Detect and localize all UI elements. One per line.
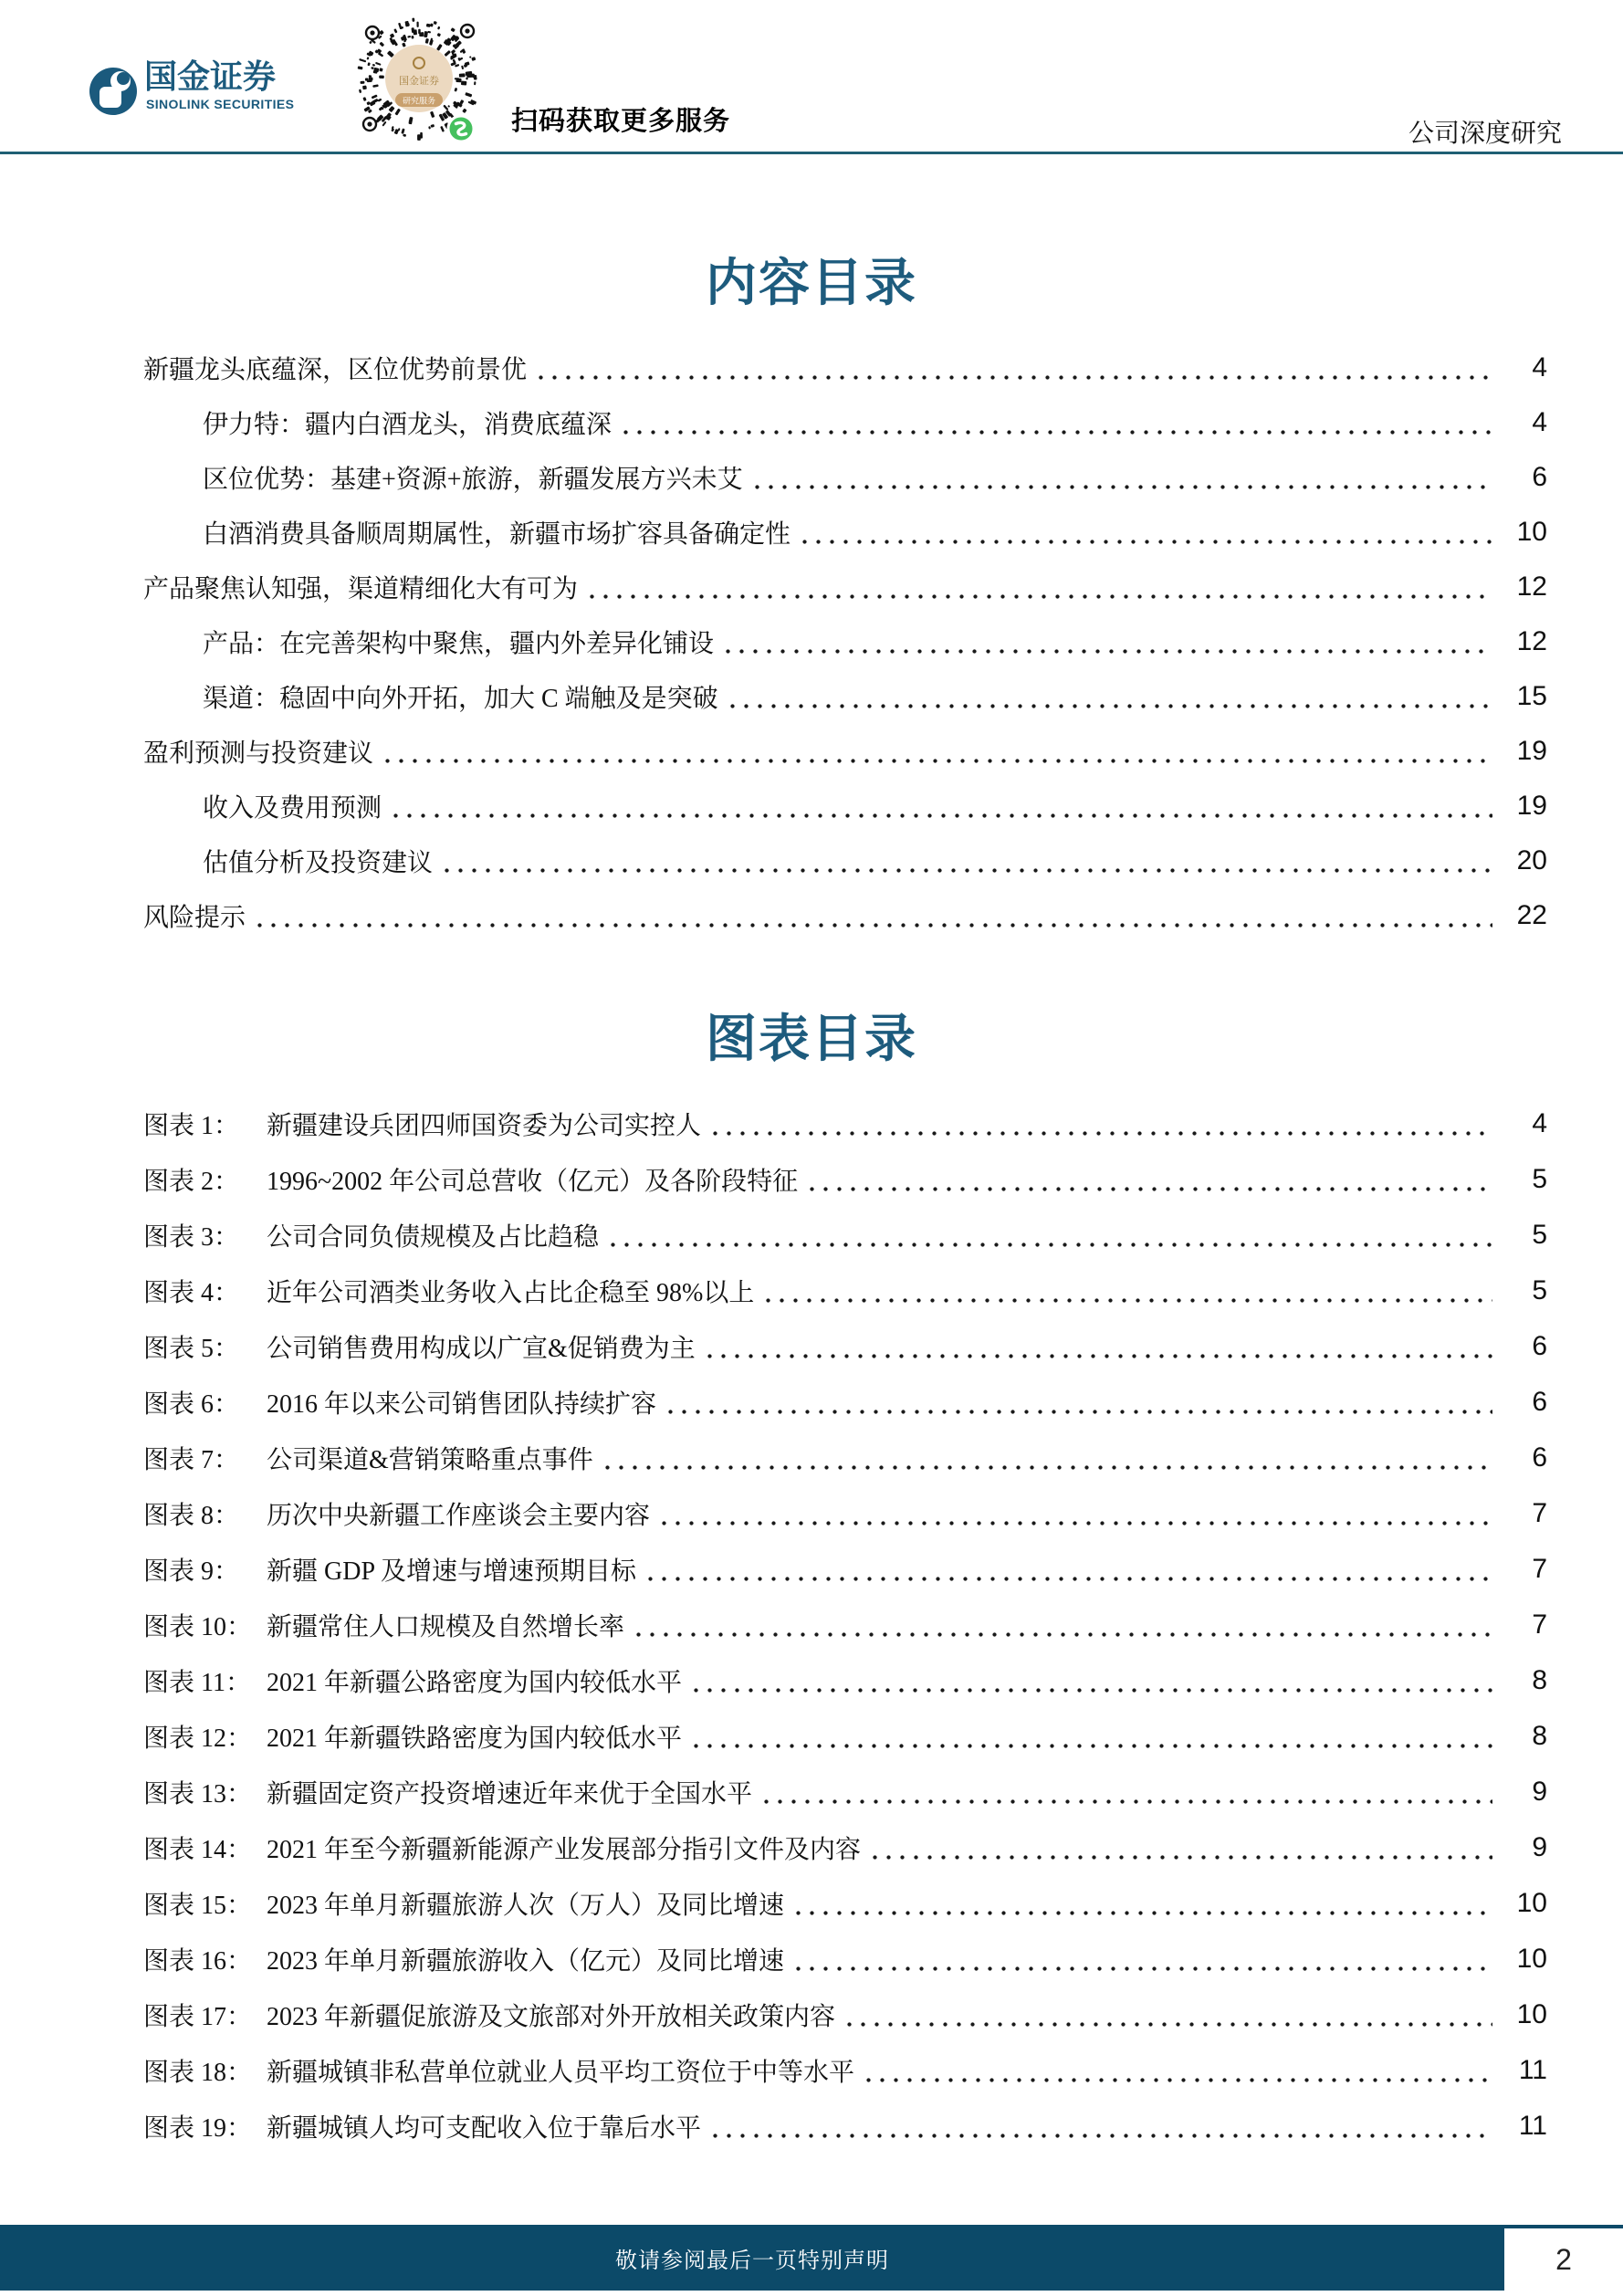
dot-leader [843, 1987, 1492, 2042]
figure-entry[interactable] [143, 1096, 1547, 1151]
figure-entry-number: 图表 18： [143, 2058, 253, 2087]
toc-entry-label: 新疆龙头底蕴深，区位优势前景优 [143, 356, 528, 384]
figure-entry-title: 2023 年单月新疆旅游收入（亿元）及同比增速 [267, 1946, 785, 1976]
dot-leader [708, 1096, 1492, 1151]
figure-entry[interactable] [143, 1374, 1547, 1430]
figure-entry-title: 2021 年至今新疆新能源产业发展部分指引文件及内容 [267, 1835, 862, 1864]
toc-entry-label: 区位优势：基建+资源+旅游，新疆发展方兴未艾 [203, 466, 743, 494]
footer-bar [0, 2225, 1504, 2291]
toc-entry[interactable] [143, 560, 1547, 614]
toc-entry[interactable] [143, 395, 1547, 450]
figure-entry-page: 6 [1532, 1442, 1547, 1473]
figure-entry-title: 历次中央新疆工作座谈会主要内容 [267, 1501, 651, 1530]
figure-entry-page: 8 [1532, 1664, 1547, 1695]
figure-entry-title: 2021 年新疆公路密度为国内较低水平 [267, 1668, 683, 1697]
figure-entry-number: 图表 6： [143, 1389, 240, 1419]
figure-entry[interactable] [143, 1819, 1547, 1875]
figure-entry[interactable] [143, 1541, 1547, 1597]
dot-leader [761, 1263, 1492, 1318]
toc-entry[interactable] [143, 669, 1547, 724]
figure-entry[interactable] [143, 1764, 1547, 1819]
figure-entry-number: 图表 16： [143, 1946, 253, 1976]
figure-entry[interactable] [143, 1875, 1547, 1931]
figure-entry-number: 图表 15： [143, 1891, 253, 1920]
dot-leader [862, 2042, 1492, 2098]
figure-entry-page: 5 [1532, 1219, 1547, 1250]
footer-page-box [1504, 2225, 1623, 2291]
toc-entry-label: 产品：在完善架构中聚焦，疆内外差异化铺设 [203, 630, 715, 658]
toc-entry-page: 4 [1532, 407, 1547, 437]
figure-entry[interactable] [143, 1597, 1547, 1652]
figure-entry-number: 图表 3： [143, 1222, 240, 1252]
toc-entry-label: 产品聚焦认知强，渠道精细化大有可为 [143, 575, 579, 603]
figure-entry-title: 新疆常住人口规模及自然增长率 [267, 1612, 625, 1641]
figure-entry-page: 4 [1532, 1107, 1547, 1138]
toc-entry-page: 19 [1516, 791, 1547, 821]
figure-entry[interactable] [143, 1652, 1547, 1708]
figure-entry-title: 新疆城镇非私营单位就业人员平均工资位于中等水平 [267, 2058, 855, 2087]
dot-leader [798, 505, 1492, 560]
figure-entry-title: 公司合同负债规模及占比趋稳 [267, 1222, 600, 1252]
toc-entry[interactable] [143, 505, 1547, 560]
toc-entry-label: 渠道：稳固中向外开拓，加大 C 端触及是突破 [203, 685, 718, 713]
figure-entry-page: 6 [1532, 1330, 1547, 1361]
figure-entry-page: 5 [1532, 1163, 1547, 1194]
toc-entry[interactable] [143, 450, 1547, 505]
figure-entry-title: 近年公司酒类业务收入占比企稳至 98%以上 [267, 1278, 755, 1307]
figure-entry-number: 图表 12： [143, 1724, 253, 1753]
figure-entry[interactable] [143, 1987, 1547, 2042]
toc-entry-page: 15 [1516, 681, 1547, 711]
figure-entry-page: 10 [1516, 1998, 1547, 2029]
toc-entry[interactable] [143, 341, 1547, 395]
figure-entry-title: 新疆 GDP 及增速与增速预期目标 [267, 1557, 636, 1586]
toc-entry[interactable] [143, 614, 1547, 669]
figure-entry-page: 7 [1532, 1553, 1547, 1584]
figure-entry-title: 公司渠道&营销策略重点事件 [267, 1445, 593, 1474]
figure-entry-number: 图表 7： [143, 1445, 240, 1474]
toc-entry-page: 19 [1516, 736, 1547, 766]
content-toc-list [143, 341, 1547, 943]
toc-entry-page: 10 [1516, 517, 1547, 547]
content-toc-title: 内容目录 [706, 256, 917, 312]
dot-leader [389, 779, 1492, 833]
dot-leader [601, 1430, 1492, 1485]
figure-entry[interactable] [143, 2042, 1547, 2098]
toc-entry-label: 收入及费用预测 [203, 794, 382, 823]
dot-leader [657, 1485, 1492, 1541]
figure-entry-number: 图表 9： [143, 1557, 240, 1586]
qr-center-band-text: 研究服务 [402, 96, 436, 106]
figure-entry-number: 图表 4： [143, 1278, 240, 1307]
dot-leader [606, 1207, 1492, 1263]
toc-entry-page: 6 [1532, 462, 1547, 492]
toc-entry[interactable] [143, 779, 1547, 833]
qr-code [354, 11, 484, 146]
dot-leader [791, 1931, 1492, 1987]
figure-entry[interactable] [143, 1263, 1547, 1318]
toc-entry-label: 盈利预测与投资建议 [143, 739, 374, 768]
figure-entry-number: 图表 11： [143, 1668, 251, 1697]
figure-entry-title: 2023 年新疆促旅游及文旅部对外开放相关政策内容 [267, 2002, 836, 2031]
sinolink-logo-icon [89, 68, 137, 115]
figure-entry-page: 10 [1516, 1887, 1547, 1918]
toc-entry-page: 22 [1516, 900, 1547, 930]
figure-entry[interactable] [143, 2098, 1547, 2154]
figure-entry[interactable] [143, 1151, 1547, 1207]
dot-leader [381, 724, 1492, 779]
figure-entry-number: 图表 19： [143, 2113, 253, 2143]
page-number: 2 [1555, 2242, 1572, 2276]
figure-entry-number: 图表 10： [143, 1612, 253, 1641]
qr-caption: 扫码获取更多服务 [511, 107, 731, 136]
figure-entry-number: 图表 5： [143, 1334, 240, 1363]
page-header [0, 0, 1623, 154]
figure-entry-page: 9 [1532, 1776, 1547, 1807]
footer-disclaimer: 敬请参阅最后一页特别声明 [615, 2249, 889, 2273]
dot-leader [721, 614, 1492, 669]
figure-toc-title: 图表目录 [706, 1012, 917, 1068]
figure-entry[interactable] [143, 1485, 1547, 1541]
figure-entry-title: 新疆固定资产投资增速近年来优于全国水平 [267, 1779, 753, 1808]
toc-entry[interactable] [143, 888, 1547, 943]
dot-leader [689, 1652, 1492, 1708]
dot-leader [726, 669, 1492, 724]
dot-leader [440, 833, 1492, 888]
qr-center-brand-text: 国金证券 [399, 76, 439, 87]
figure-entry[interactable] [143, 1708, 1547, 1764]
figure-entry-page: 11 [1518, 2110, 1547, 2141]
figure-entry-page: 7 [1532, 1497, 1547, 1528]
figure-entry-page: 7 [1532, 1609, 1547, 1640]
dot-leader [644, 1541, 1492, 1597]
logo-cn-text: 国金证券 [144, 58, 277, 95]
figure-entry-page: 8 [1532, 1720, 1547, 1751]
figure-entry-number: 图表 13： [143, 1779, 253, 1808]
toc-entry-label: 白酒消费具备顺周期属性，新疆市场扩容具备确定性 [203, 520, 791, 549]
toc-entry-label: 估值分析及投资建议 [203, 849, 434, 877]
figure-entry-number: 图表 1： [143, 1111, 240, 1140]
figure-entry[interactable] [143, 1207, 1547, 1263]
toc-entry-page: 12 [1516, 626, 1547, 656]
dot-leader [750, 450, 1492, 505]
figure-entry-title: 2016 年以来公司销售团队持续扩容 [267, 1389, 657, 1419]
figure-entry[interactable] [143, 1430, 1547, 1485]
figure-entry-title: 公司销售费用构成以广宣&促销费为主 [267, 1334, 696, 1363]
figure-entry-page: 10 [1516, 1943, 1547, 1974]
dot-leader [689, 1708, 1492, 1764]
dot-leader [585, 560, 1492, 614]
figure-entry-title: 新疆建设兵团四师国资委为公司实控人 [267, 1111, 702, 1140]
figure-entry[interactable] [143, 1931, 1547, 1987]
dot-leader [619, 395, 1492, 450]
figure-entry-title: 1996~2002 年公司总营收（亿元）及各阶段特征 [267, 1167, 799, 1196]
toc-entry[interactable] [143, 724, 1547, 779]
report-type-label: 公司深度研究 [1408, 120, 1562, 148]
dot-leader [868, 1819, 1492, 1875]
header-rule [0, 152, 1623, 154]
toc-entry[interactable] [143, 833, 1547, 888]
figure-entry-page: 5 [1532, 1274, 1547, 1305]
toc-entry-label: 风险提示 [143, 904, 246, 932]
figure-entry-page: 11 [1518, 2054, 1547, 2085]
dot-leader [759, 1764, 1492, 1819]
wechat-icon [448, 116, 474, 142]
figure-entry-page: 9 [1532, 1831, 1547, 1862]
dot-leader [534, 341, 1492, 395]
dot-leader [632, 1597, 1492, 1652]
dot-leader [791, 1875, 1492, 1931]
figure-entry-page: 6 [1532, 1386, 1547, 1417]
dot-leader [703, 1318, 1492, 1374]
toc-entry-page: 12 [1516, 571, 1547, 602]
dot-leader [805, 1151, 1492, 1207]
sinolink-logo [89, 58, 309, 119]
figure-entry-title: 2021 年新疆铁路密度为国内较低水平 [267, 1724, 683, 1753]
figure-entry-number: 图表 14： [143, 1835, 253, 1864]
dot-leader [253, 888, 1492, 943]
dot-leader [664, 1374, 1492, 1430]
dot-leader [708, 2098, 1492, 2154]
figure-entry-number: 图表 17： [143, 2002, 253, 2031]
figure-entry-number: 图表 8： [143, 1501, 240, 1530]
figure-entry-title: 2023 年单月新疆旅游人次（万人）及同比增速 [267, 1891, 785, 1920]
toc-entry-page: 4 [1532, 352, 1547, 383]
figure-entry-number: 图表 2： [143, 1167, 240, 1196]
toc-entry-page: 20 [1516, 845, 1547, 875]
figure-entry[interactable] [143, 1318, 1547, 1374]
figure-entry-title: 新疆城镇人均可支配收入位于靠后水平 [267, 2113, 702, 2143]
figure-toc-list [143, 1096, 1547, 2154]
toc-entry-label: 伊力特：疆内白酒龙头，消费底蕴深 [203, 411, 613, 439]
logo-en-text: SINOLINK SECURITIES [146, 97, 295, 111]
